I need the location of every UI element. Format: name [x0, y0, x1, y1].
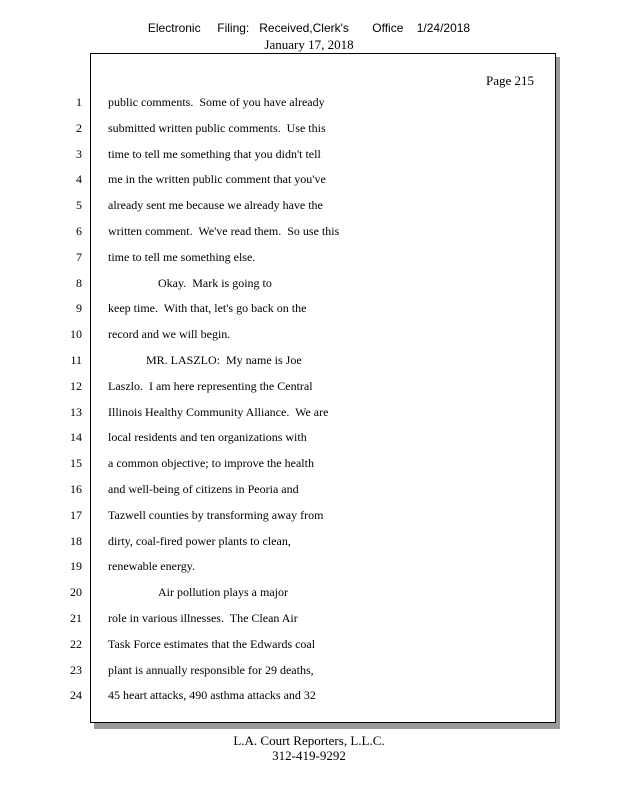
- line-number: 19: [70, 559, 82, 574]
- line-number-column: [40, 95, 82, 714]
- transcript-line: renewable energy.: [108, 559, 195, 574]
- filing-date: January 17, 2018: [264, 37, 354, 52]
- line-number: 10: [70, 327, 82, 342]
- line-number: 8: [76, 275, 82, 290]
- line-number: 4: [76, 172, 82, 187]
- line-number: 22: [70, 636, 82, 651]
- line-number: 18: [70, 533, 82, 548]
- transcript-line: written comment. We've read them. So use this: [108, 223, 340, 238]
- transcript-line: already sent me because we already have the: [108, 198, 323, 213]
- footer-company: L.A. Court Reporters, L.L.C.: [233, 733, 385, 748]
- line-number: 24: [70, 688, 82, 703]
- transcript-line: keep time. With that, let's go back on the: [108, 301, 307, 316]
- page-number: Page 215: [485, 73, 534, 88]
- line-number: 16: [70, 481, 82, 496]
- line-number: 2: [76, 120, 82, 135]
- line-number: 5: [76, 198, 82, 213]
- transcript-line: public comments. Some of you have already: [108, 95, 325, 109]
- line-number: 15: [70, 456, 82, 471]
- transcript-line: Tazwell counties by transforming away from: [108, 507, 324, 522]
- transcript-line: Laszlo. I am here representing the Central: [108, 378, 313, 393]
- line-number: 1: [76, 95, 82, 109]
- transcript-line: Task Force estimates that the Edwards coal: [108, 636, 316, 651]
- transcript-line: a common objective; to improve the health: [108, 456, 314, 471]
- transcript-line: Okay. Mark is going to: [158, 275, 272, 290]
- line-number: 12: [70, 378, 82, 393]
- transcript-line: role in various illnesses. The Clean Air: [108, 610, 298, 625]
- transcript-line: submitted written public comments. Use this: [108, 120, 326, 135]
- line-number: 17: [70, 507, 82, 522]
- line-number: 6: [76, 223, 82, 238]
- filing-stamp: Electronic Filing: Received,Clerk's Office 1/24/2018: [147, 21, 471, 35]
- line-number: 9: [76, 301, 82, 316]
- line-number: 11: [70, 352, 82, 367]
- transcript-line: time to tell me something else.: [108, 249, 256, 264]
- transcript-line: record and we will begin.: [108, 327, 231, 342]
- transcript-line: time to tell me something that you didn't tell: [108, 146, 321, 161]
- line-number: 3: [76, 146, 82, 161]
- transcript-line: and well-being of citizens in Peoria and: [108, 481, 299, 496]
- line-number: 13: [70, 404, 82, 419]
- line-number: 7: [76, 249, 82, 264]
- transcript-line: dirty, coal-fired power plants to clean,: [108, 533, 291, 548]
- line-number: 23: [70, 662, 82, 677]
- transcript-line: plant is annually responsible for 29 deaths,: [108, 662, 314, 677]
- line-number: 21: [70, 610, 82, 625]
- line-number: 14: [70, 430, 82, 445]
- transcript-line: local residents and ten organizations with: [108, 430, 307, 445]
- transcript-line: me in the written public comment that you've: [108, 172, 326, 187]
- transcript-text: [108, 95, 548, 714]
- line-number: 20: [70, 585, 82, 600]
- transcript-line: MR. LASZLO: My name is Joe: [146, 352, 302, 367]
- transcript-line: Air pollution plays a major: [158, 585, 288, 600]
- transcript-line: Illinois Healthy Community Alliance. We are: [108, 404, 329, 419]
- footer-phone: 312-419-9292: [272, 748, 346, 763]
- transcript-line: 45 heart attacks, 490 asthma attacks and 32: [108, 688, 316, 703]
